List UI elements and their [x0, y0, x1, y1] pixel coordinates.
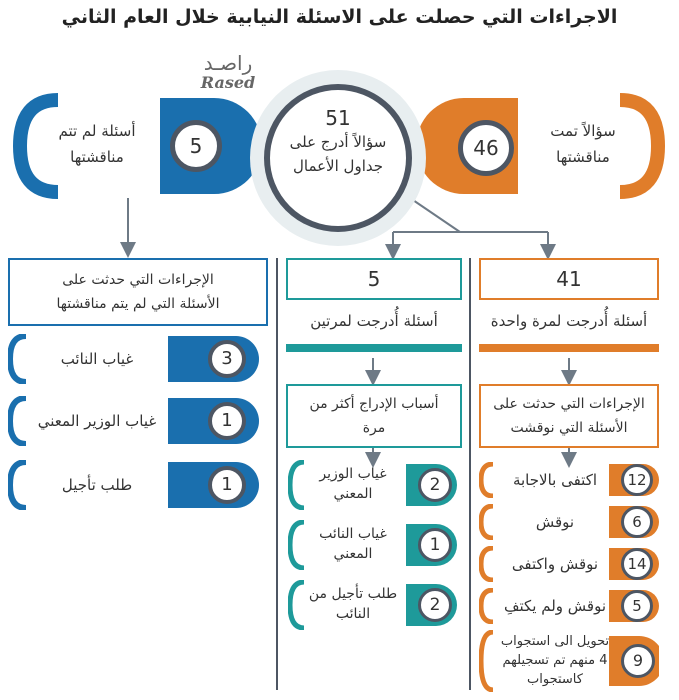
brand-latin: Rased — [200, 73, 256, 92]
left-item-3 — [8, 460, 262, 510]
right-count-box — [479, 258, 659, 300]
center-circle — [264, 84, 412, 232]
right-item-5-label — [489, 632, 621, 689]
right-item-5-label-line3: كاستجواب — [527, 672, 583, 687]
middle-item-1 — [288, 460, 460, 510]
middle-item-2-label — [298, 524, 408, 564]
right-item-3-value: 14 — [621, 548, 653, 580]
left-item-3-label: طلب تأجيل — [61, 476, 133, 494]
left-item-1 — [8, 334, 262, 384]
right-item-1-value: 12 — [621, 464, 653, 496]
right-subtitle: أسئلة أُدرجت لمرة واحدة — [490, 312, 648, 330]
right-top-value: 46 — [473, 136, 499, 160]
middle-header-box — [286, 384, 462, 448]
middle-subtitle: أسئلة أُدرجت لمرتين — [310, 312, 438, 330]
right-count: 41 — [556, 267, 582, 291]
middle-header-line2: مرة — [362, 420, 386, 436]
left-top-label-line2: مناقشتها — [70, 148, 124, 166]
right-item-3 — [479, 546, 659, 582]
brand-arabic: راصـد — [203, 51, 253, 75]
center-label-line2: جداول الأعمال — [292, 157, 384, 175]
center-label-line1: سؤالاً أدرج على — [289, 133, 387, 151]
right-item-4-value: 5 — [621, 590, 653, 622]
right-item-1 — [479, 462, 659, 498]
middle-count: 5 — [367, 267, 381, 291]
right-top-value-circle — [458, 120, 514, 176]
middle-item-1-value: 2 — [418, 468, 452, 502]
left-item-3-value: 1 — [208, 466, 246, 504]
left-header-box — [8, 258, 268, 326]
left-item-2 — [8, 396, 262, 446]
right-divider-bar — [479, 344, 659, 352]
middle-header-line1: أسباب الإدراج أكثر من — [309, 396, 439, 412]
right-item-4-label: نوقش ولم يكتفِ — [503, 597, 607, 615]
right-header-box — [479, 384, 659, 448]
right-item-2-label: نوقش — [535, 513, 575, 531]
right-top-label-line1: سؤالاً تمت — [550, 122, 616, 140]
left-item-2-label: غياب الوزير المعني — [37, 412, 157, 430]
middle-item-3-label — [298, 584, 408, 624]
right-item-5 — [479, 630, 659, 692]
left-item-2-value: 1 — [208, 402, 246, 440]
middle-item-2-label-line1: غياب النائب — [319, 526, 387, 542]
right-item-4 — [479, 588, 659, 624]
left-item-1-value: 3 — [208, 340, 246, 378]
center-value: 51 — [325, 106, 351, 130]
right-item-2 — [479, 504, 659, 540]
left-item-1-label: غياب النائب — [60, 350, 134, 368]
left-top-value-circle — [170, 120, 222, 172]
left-header-line2: الأسئلة التي لم يتم مناقشتها — [56, 296, 220, 312]
middle-item-1-label-line1: غياب الوزير — [319, 466, 387, 482]
middle-item-3-label-line1: طلب تأجيل من — [308, 586, 398, 602]
middle-item-1-label-line2: المعني — [333, 486, 373, 502]
left-top-label-line1: أسئلة لم تتم — [58, 122, 136, 140]
right-item-2-value: 6 — [621, 506, 653, 538]
middle-item-3 — [288, 580, 460, 630]
middle-item-2 — [288, 520, 460, 570]
middle-item-2-value: 1 — [418, 528, 452, 562]
middle-item-2-label-line2: المعني — [333, 546, 373, 562]
right-header-line1: الإجراءات التي حدثت على — [493, 396, 645, 412]
left-header-line1: الإجراءات التي حدثت على — [62, 272, 214, 288]
right-top-label-line2: مناقشتها — [556, 148, 610, 166]
middle-item-3-label-line2: النائب — [335, 606, 371, 622]
left-top-value: 5 — [189, 134, 203, 158]
right-item-3-label: نوقش واكتفى — [511, 555, 599, 573]
middle-count-box — [286, 258, 462, 300]
right-item-5-value: 9 — [621, 644, 655, 678]
right-item-1-label: اكتفى بالاجابة — [512, 471, 598, 489]
middle-item-1-label — [298, 464, 408, 504]
right-item-5-label-line2: 4 منهم تم تسجيلهم — [502, 653, 608, 668]
page-title: الاجراءات التي حصلت على الاسئلة النيابية خلال العام الثاني — [61, 6, 618, 28]
right-header-line2: الأسئلة التي نوقشت — [510, 420, 628, 436]
right-item-5-label-line1: تحويل الى استجواب — [500, 634, 610, 649]
middle-item-3-value: 2 — [418, 588, 452, 622]
left-top-label — [30, 118, 164, 170]
right-top-label — [516, 118, 650, 170]
middle-divider-bar — [286, 344, 462, 352]
